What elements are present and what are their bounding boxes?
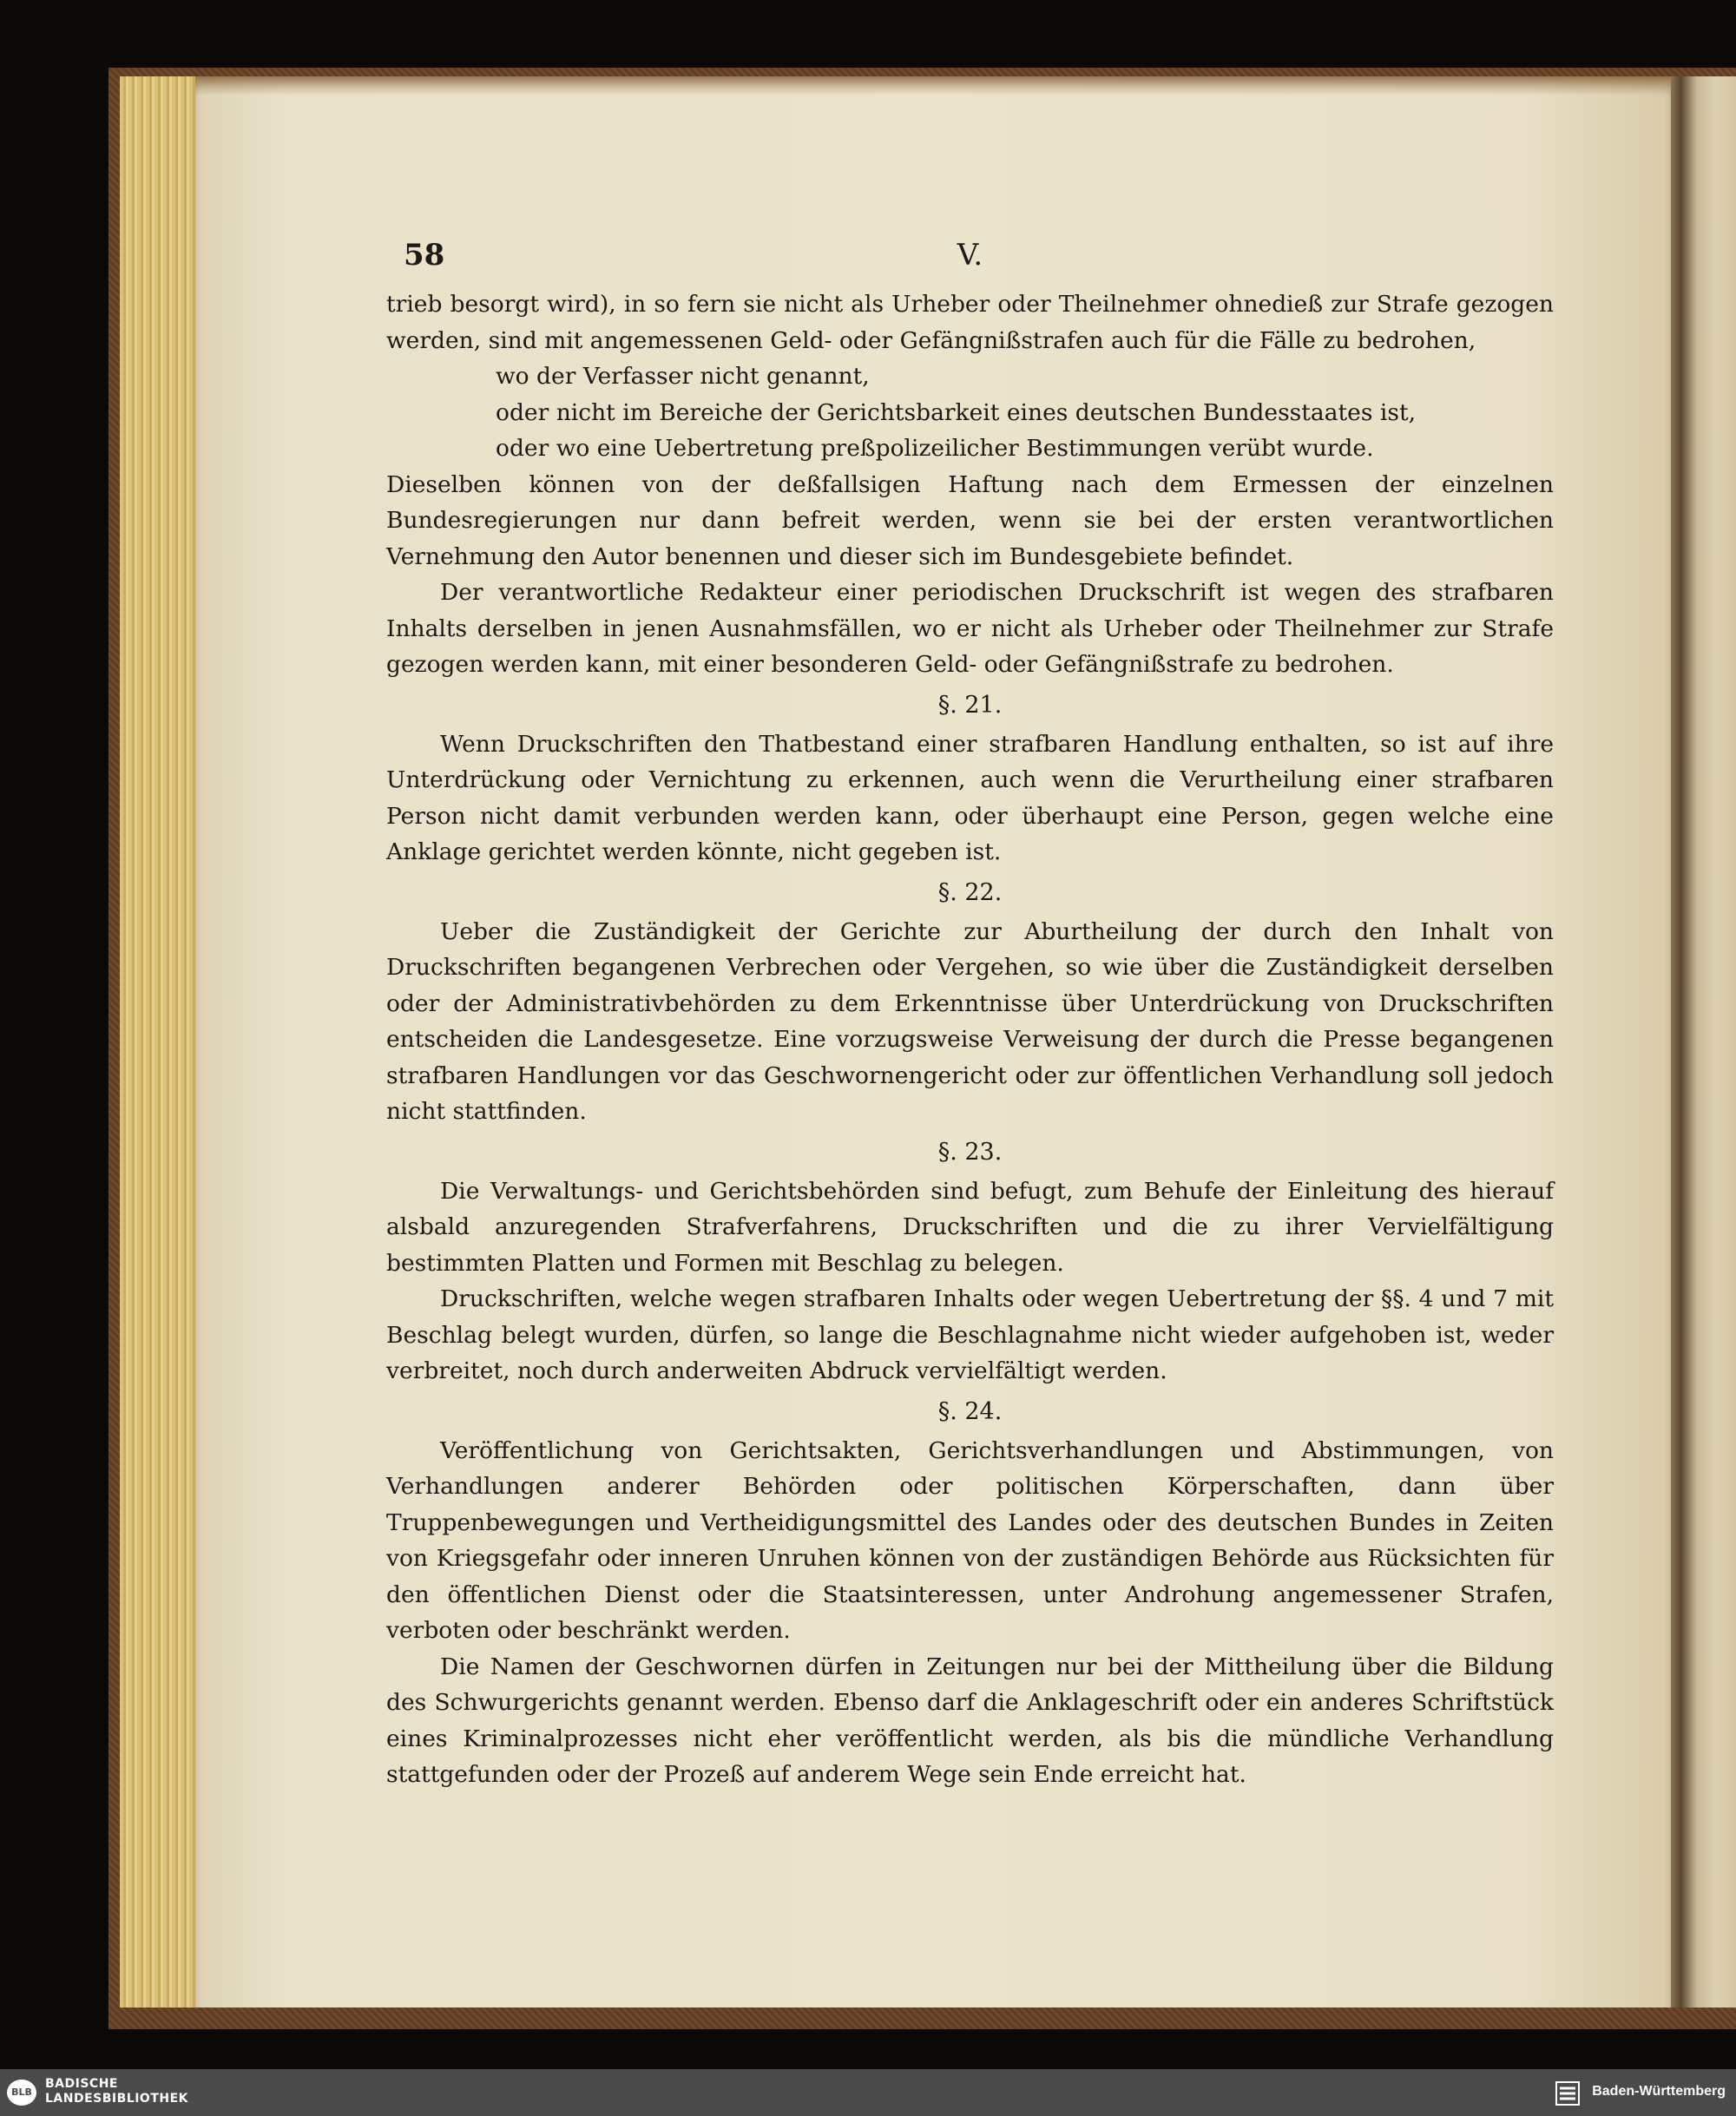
page-stain: [195, 76, 1671, 95]
paragraph: Die Verwaltungs- und Gerichtsbehörden sind befugt, zum Behufe der Einleitung des hierauf alsbald anzuregenden Strafverfahrens, Druckschriften und die zu ihrer Vervielfältigung bestimmten Platten und Formen mit Beschlag zu belegen.: [386, 1177, 1554, 1277]
section-heading: §. 24.: [937, 1397, 1003, 1425]
paragraph: Die Namen der Geschwornen dürfen in Zeitungen nur bei der Mittheilung über die Bildung des Schwurgerichts genannt werden. Ebenso darf die Anklageschrift oder ein anderes Schriftstück eines Kriminalprozesses nicht eher veröffentlicht werden, als bis die mündliche Verhandlung stattgefunden oder der Prozeß auf anderem Wege sein Ende erreicht hat.: [386, 1653, 1554, 1788]
library-name-line2: LANDESBIBLIOTHEK: [45, 2092, 189, 2106]
paragraph: Druckschriften, welche wegen strafbaren Inhalts oder wegen Uebertretung der §§. 4 und 7 mit Beschlag belegt wurden, dürfen, so lange die Beschlagnahme nicht wieder aufgehoben ist, weder verbreitet, noch durch anderweiten Abdruck vervielfältigt werden.: [386, 1285, 1554, 1384]
case-line: wo der Verfasser nicht genannt,: [496, 363, 870, 390]
paragraph: Wenn Druckschriften den Thatbestand einer strafbaren Handlung enthalten, so ist auf ihre Unterdrückung oder Vernichtung zu erkennen, auch wenn die Verurtheilung einer strafbaren Person nicht damit verbunden werden kann, oder überhaupt eine Person, gegen welche eine Anklage gerichtet werden könnte, nicht gegeben ist.: [386, 730, 1554, 865]
page-content: [386, 233, 1554, 1793]
section-heading: §. 21.: [937, 691, 1003, 719]
page-number: 58: [404, 238, 445, 273]
lions-emblem-icon: [1554, 2080, 1581, 2107]
case-line: oder wo eine Uebertretung preßpolizeilicher Bestimmungen verübt wurde.: [496, 435, 1374, 462]
page-edges: [120, 76, 198, 2008]
paragraph: Der verantwortliche Redakteur einer periodischen Druckschrift ist wegen des strafbaren Inhalts derselben in jenen Ausnahmsfällen, wo er nicht als Urheber oder Theilnehmer zur Strafe gezogen werden kann, mit einer besonderen Geld- oder Gefängnißstrafe zu bedrohen.: [386, 579, 1554, 678]
state-name[interactable]: Baden-Württemberg: [1592, 2084, 1726, 2099]
section-heading: §. 22.: [937, 878, 1003, 906]
paragraph: Dieselben können von der deßfallsigen Haftung nach dem Ermessen der einzelnen Bundesregierungen nur dann befreit werden, wenn sie bei der ersten verantwortlichen Vernehmung den Autor benennen und dieser sich im Bundesgebiete befindet.: [386, 470, 1554, 570]
page-header: [386, 233, 1554, 286]
library-name-line1: BADISCHE: [45, 2077, 118, 2091]
paragraph: Ueber die Zuständigkeit der Gerichte zur Aburtheilung der durch den Inhalt von Druckschriften begangenen Verbrechen oder Vergehen, so wie über die Zuständigkeit derselben oder der Administrativbehörden zu dem Erkenntnisse über Unterdrückung von Druckschriften entscheiden die Landesgesetze. Eine vorzugsweise Verweisung der durch die Presse begangenen strafbaren Handlungen vor das Geschwornengericht oder zur öffentlichen Verhandlung soll jedoch nicht stattfinden.: [386, 917, 1554, 1125]
library-name[interactable]: [45, 2077, 188, 2106]
paragraph: Veröffentlichung von Gerichtsakten, Gerichtsverhandlungen und Abstimmungen, von Verhandlungen anderer Behörden oder politischen Körperschaften, dann über Truppenbewegungen und Vertheidigungsmittel des Landes oder des deutschen Bundes in Zeiten von Kriegsgefahr oder inneren Unruhen können von der zuständigen Behörde aus Rücksichten für den öffentlichen Dienst oder die Staatsinteressen, unter Androhung angemessener Strafen, verboten oder beschränkt werden.: [386, 1436, 1554, 1644]
paragraph: trieb besorgt wird), in so fern sie nicht als Urheber oder Theilnehmer ohnedieß zur Strafe gezogen werden, sind mit angemessenen Geld- oder Gefängnißstrafen auch für die Fälle zu bedrohen,: [386, 291, 1554, 354]
book-gutter: [1671, 76, 1736, 2008]
footer-bar: [0, 2069, 1736, 2116]
case-line: oder nicht im Bereiche der Gerichtsbarkeit eines deutschen Bundesstaates ist,: [496, 398, 1417, 426]
blb-logo-icon[interactable]: BLB: [7, 2080, 36, 2106]
running-head: V.: [957, 238, 983, 273]
section-heading: §. 23.: [937, 1138, 1003, 1166]
